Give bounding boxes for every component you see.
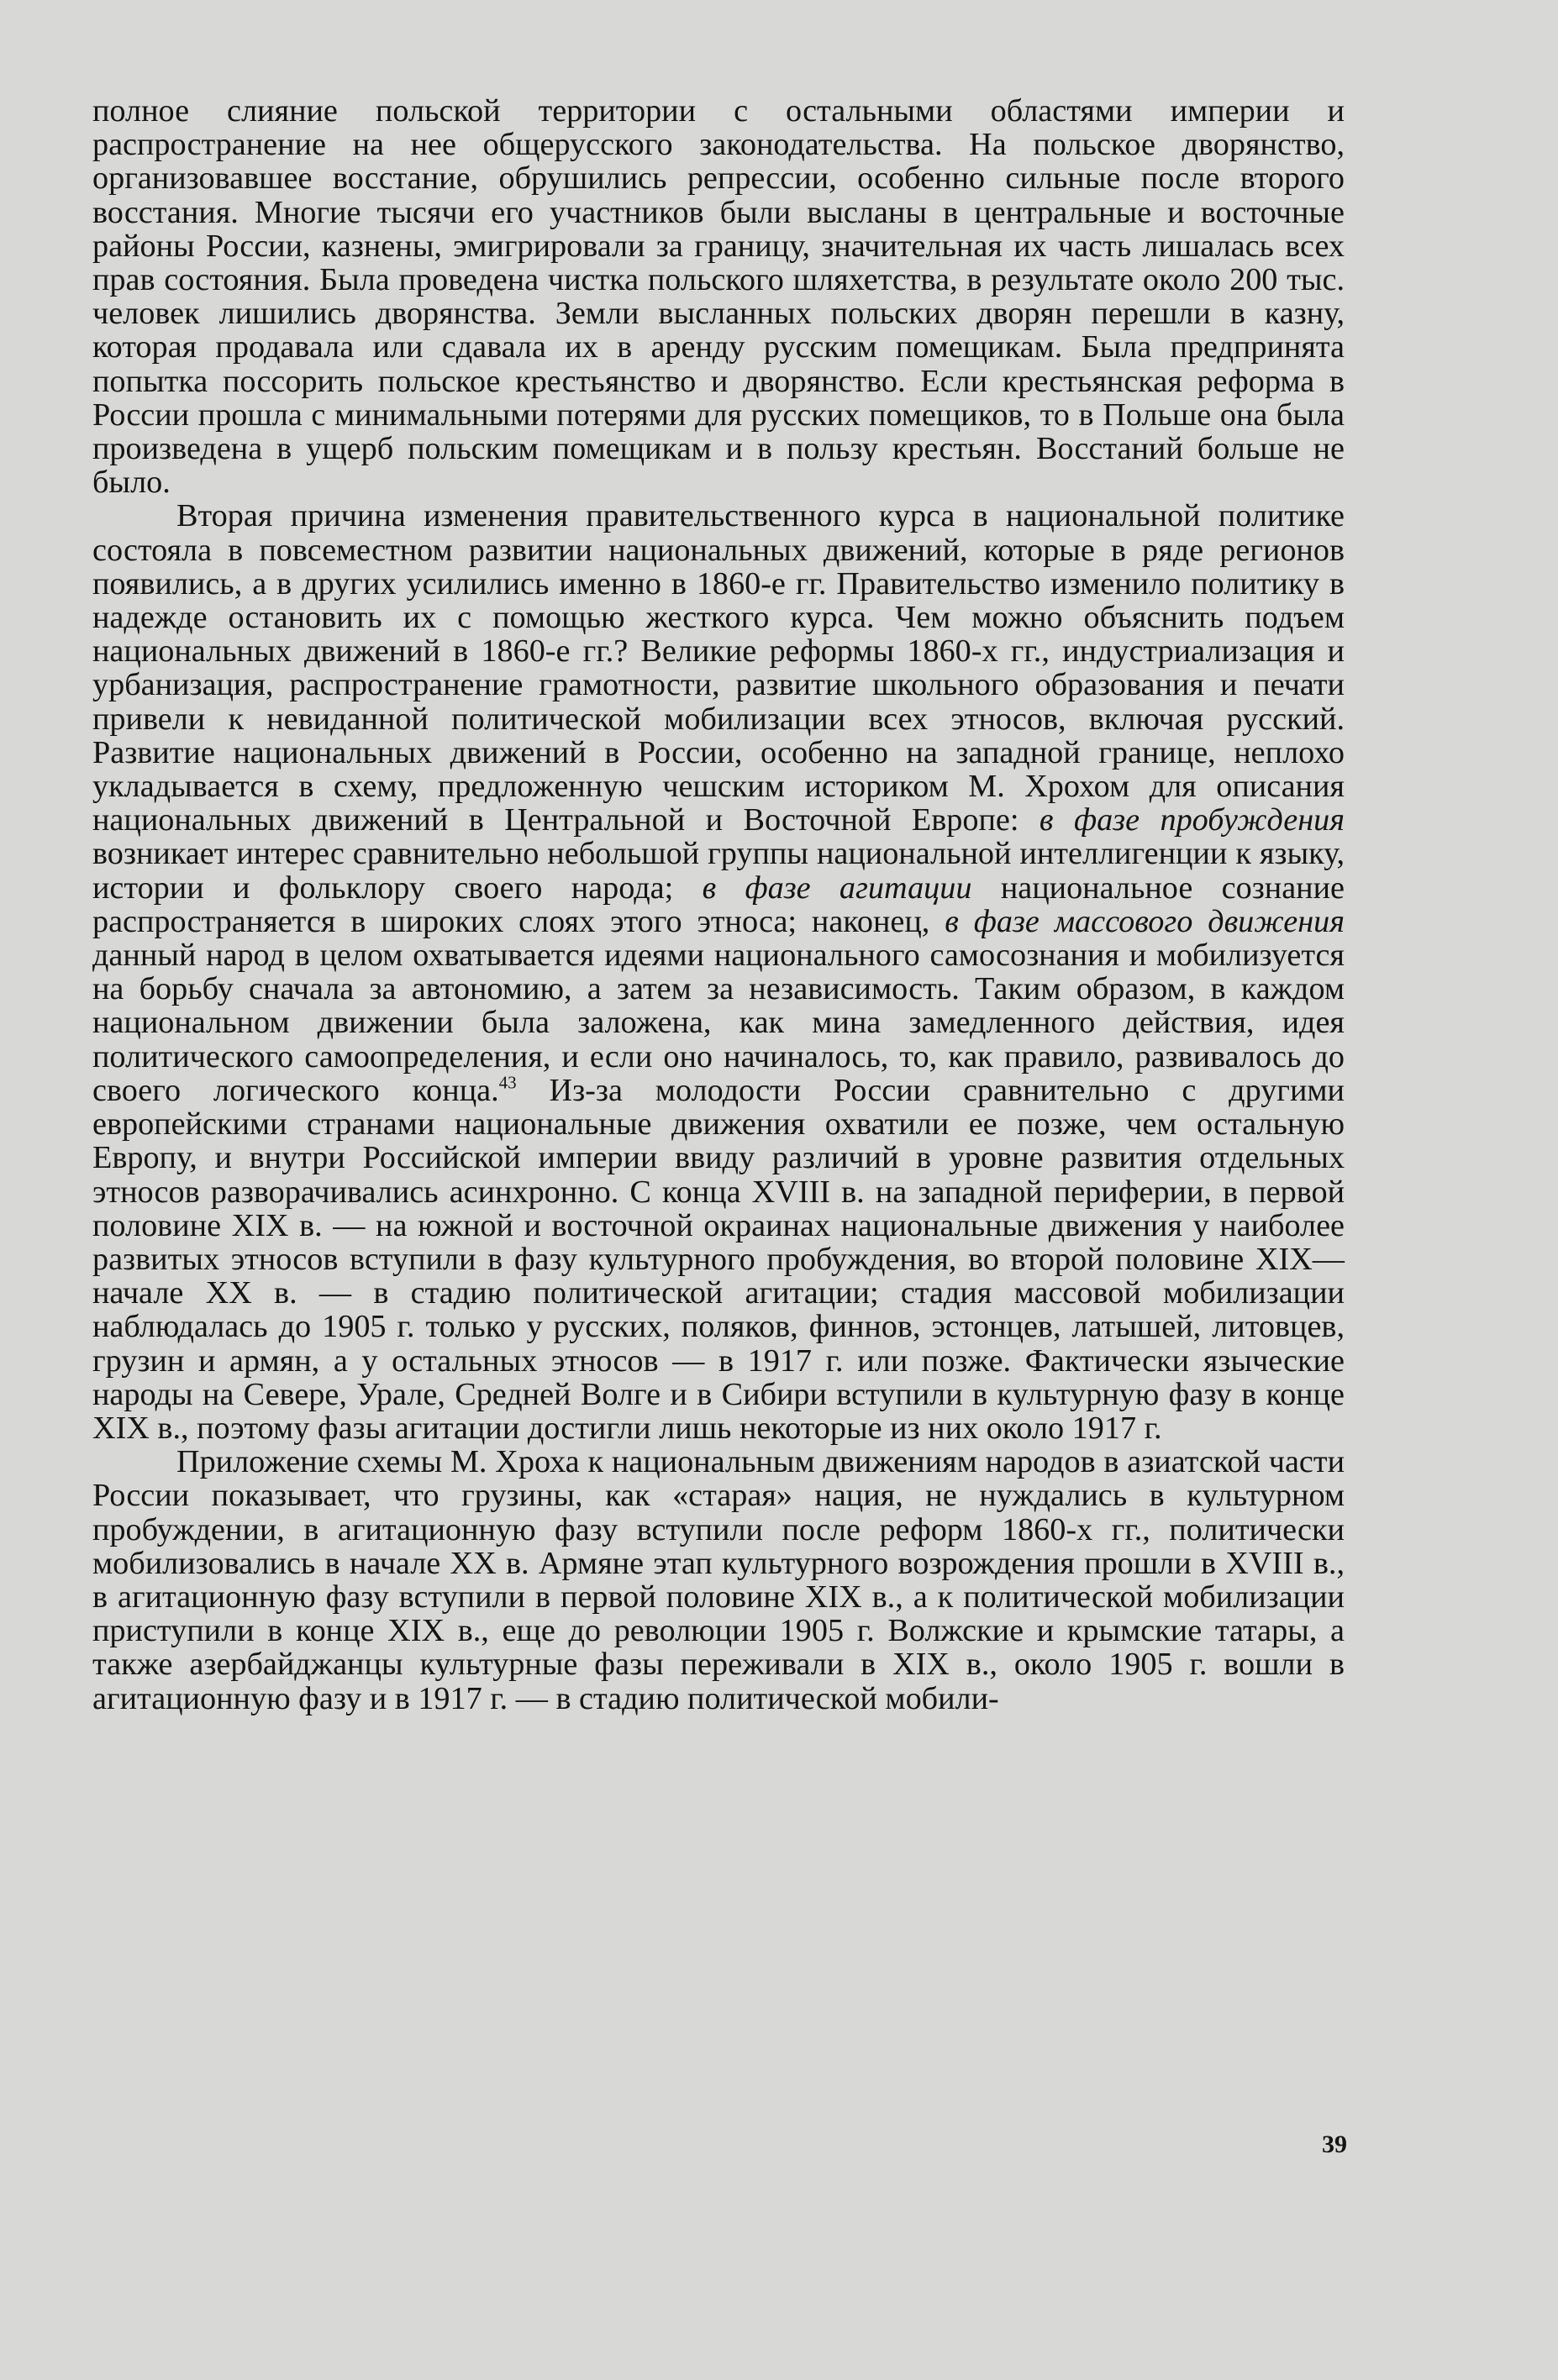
page-number: 39 bbox=[1322, 2130, 1347, 2158]
paragraph-3: Приложение схемы М. Хроха к национальным движениям народов в азиатской части России показывает, что грузины, как «старая» нация, не нуждались в культурном пробуждении, в агитационную фазу вступили после реформ 1860-х гг., политически мобилизовались в начале XX в. Армяне этап культурного возрождения прошли в XVIII в., в агитационную фазу вступили в первой половине XIX в., а к политической мобилизации приступили в конце XIX в., еще до революции 1905 г. Волжские и крымские татары, а также азербайджанцы культурные фазы переживали в XIX в., около 1905 г. вошли в агитационную фазу и в 1917 г. — в стадию политической мобили- bbox=[92, 1444, 1345, 1716]
paragraph-2-part-5: Из-за молодости России сравнительно с другими европейскими странами национальные движения охватили ее позже, чем остальную Европу, и внутри Российской империи ввиду различий в уровне развития отдельных этносов разворачивались асинхронно. С конца XVIII в. на западной периферии, в первой половине XIX в. — на южной и восточной окраинах национальные движения у наиболее развитых этносов вступили в фазу культурного пробуждения, во второй половине XIX—начале XX в. — в стадию политической агитации; стадия массовой мобилизации наблюдалась до 1905 г. только у русских, поляков, финнов, эстонцев, латышей, литовцев, грузин и армян, а у остальных этносов — в 1917 г. или позже. Фактически языческие народы на Севере, Урале, Средней Волге и в Сибири вступили в культурную фазу в конце XIX в., поэтому фазы агитации достигли лишь некоторые из них около 1917 г. bbox=[92, 1072, 1345, 1446]
term-awakening-phase: в фазе пробуждения bbox=[1039, 802, 1345, 838]
paragraph-1: полное слияние польской территории с остальными областями империи и распространение на нее общерусского законодательства. На польское дворянство, организовавшее восстание, обрушились репрессии, особенно сильные после второго восстания. Многие тысячи его участников были высланы в центральные и восточные районы России, казнены, эмигрировали за границу, значительная их часть лишалась всех прав состояния. Была проведена чистка польского шляхетства, в результате около 200 тыс. человек лишились дворянства. Земли высланных польских дворян перешли в казну, которая продавала или сдавала их в аренду русским помещикам. Была предпринята попытка поссорить польское крестьянство и дворянство. Если крестьянская реформа в России прошла с минимальными потерями для русских помещиков, то в Польше она была произведена в ущерб польским помещикам и в пользу крестьян. Восстаний больше не было. bbox=[92, 93, 1345, 501]
paragraph-2 bbox=[92, 499, 1345, 1445]
body-text bbox=[92, 94, 1345, 1715]
paragraph-2-part-1: Вторая причина изменения правительственного курса в национальной политике состояла в повсеместном развитии национальных движений, которые в ряде регионов появились, а в других усилились именно в 1860-е гг. Правительство изменило политику в надежде остановить их с помощью жесткого курса. Чем можно объяснить подъем национальных движений в 1860-е гг.? Великие реформы 1860-х гг., индустриализация и урбанизация, распространение грамотности, развитие школьного образования и печати привели к невиданной политической мобилизации всех этносов, включая русский. Развитие национальных движений в России, особенно на западной границе, неплохо укладывается в схему, предложенную чешским историком М. Хрохом для описания национальных движений в Центральной и Восточной Европе: bbox=[92, 498, 1345, 838]
paragraph-2-part-4: данный народ в целом охватывается идеями национального самосознания и мобилизуется на борьбу сначала за автономию, а затем за независимость. Таким образом, в каждом национальном движении была заложена, как мина замедленного действия, идея политического самоопределения, и если оно начиналось, то, как правило, развивалось до своего логического конца. bbox=[92, 938, 1345, 1108]
term-agitation-phase: в фазе агитации bbox=[702, 870, 972, 906]
paragraph-2-part-3: национальное сознание распространяется в широких слоях этого этноса; наконец, bbox=[92, 870, 1345, 939]
footnote-marker: 43 bbox=[498, 1072, 517, 1093]
paragraph-2-part-2: возникает интерес сравнительно небольшой группы национальной интеллигенции к языку, истории и фольклору своего народа; bbox=[92, 836, 1345, 906]
term-mass-movement-phase: в фазе массового движения bbox=[945, 903, 1345, 939]
